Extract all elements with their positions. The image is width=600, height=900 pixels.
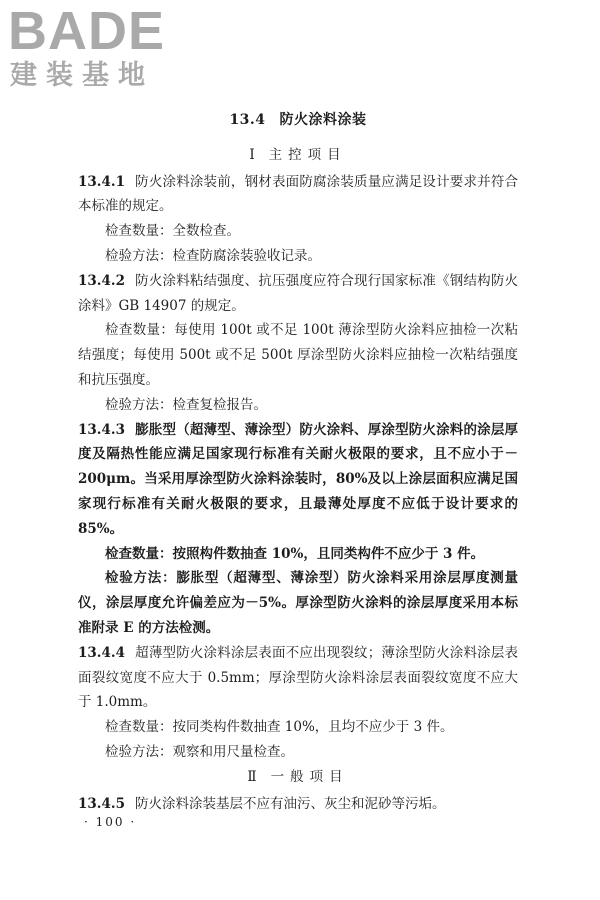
clause-number: 13.4.4 (78, 644, 125, 661)
page-number: · 100 · (84, 815, 137, 829)
clause-13-4-1 (78, 170, 518, 220)
clause-number: 13.4.3 (78, 421, 125, 438)
document-page (78, 108, 518, 816)
subsection-title-text: 一般项目 (270, 768, 349, 785)
subsection-title-text: 主控项目 (268, 146, 347, 163)
subsection-title-main (78, 143, 518, 168)
check-quantity: 检查数量：按照构件数抽查 10%，且同类构件不应少于 3 件。 (105, 545, 485, 562)
clause-13-4-4 (78, 641, 518, 715)
check-method: 检验方法：膨胀型（超薄型、薄涂型）防火涂料采用涂层厚度测量仪，涂层厚度允许偏差应为－5%。厚涂型防火涂料的涂层厚度采用本标准附录 E 的方法检测。 (78, 570, 518, 636)
clause-number: 13.4.5 (78, 795, 125, 812)
subsection-title-general (78, 765, 518, 790)
clause-number: 13.4.2 (78, 272, 125, 289)
clause-13-4-5 (78, 792, 518, 817)
clause-number: 13.4.1 (78, 173, 125, 190)
clause-13-4-3 (78, 418, 518, 542)
clause-text: 膨胀型（超薄型、薄涂型）防火涂料、厚涂型防火涂料的涂层厚度及隔热性能应满足国家现行标准有关耐火极限的要求，且不应小于－200μm。当采用厚涂型防火涂料涂装时，80%及以上涂层面积应满足国家现行标准有关耐火极限的要求，且最薄处厚度不应低于设计要求的 85%。 (78, 421, 518, 537)
check-method: 检验方法：检查防腐涂装验收记录。 (105, 247, 321, 264)
subsection-roman: Ⅱ (247, 768, 257, 785)
subsection-roman: Ⅰ (249, 146, 255, 163)
check-quantity: 检查数量：全数检查。 (105, 223, 240, 240)
check-method: 检验方法：观察和用尺量检查。 (105, 743, 294, 760)
clause-text: 防火涂料涂装基层不应有油污、灰尘和泥砂等污垢。 (134, 795, 446, 812)
clause-text: 超薄型防火涂料涂层表面不应出现裂纹；薄涂型防火涂料涂层表面裂纹宽度不应大于 0.5mm；厚涂型防火涂料涂层表面裂纹宽度不应大于 1.0mm。 (78, 644, 518, 711)
section-title-text: 防火涂料涂装 (279, 112, 367, 128)
clause-13-4-2 (78, 269, 518, 319)
logo-wordmark: BADE (8, 1, 166, 61)
check-method: 检验方法：检查复检报告。 (105, 396, 267, 413)
bade-logo (8, 0, 183, 100)
clause-text: 防火涂料涂装前，钢材表面防腐涂装质量应满足设计要求并符合本标准的规定。 (78, 173, 518, 215)
clause-text: 防火涂料粘结强度、抗压强度应符合现行国家标准《钢结构防火涂料》GB 14907 的规定。 (78, 272, 518, 314)
section-number: 13.4 (229, 112, 266, 128)
logo-subtitle: 建装基地 (10, 60, 154, 91)
check-quantity: 检查数量：每使用 100t 或不足 100t 薄涂型防火涂料应抽检一次粘结强度；每使用 500t 或不足 500t 厚涂型防火涂料应抽检一次粘结强度和抗压强度。 (78, 322, 518, 388)
section-title (78, 108, 518, 133)
check-quantity: 检查数量：按同类构件数抽查 10%，且均不应少于 3 件。 (105, 719, 454, 736)
